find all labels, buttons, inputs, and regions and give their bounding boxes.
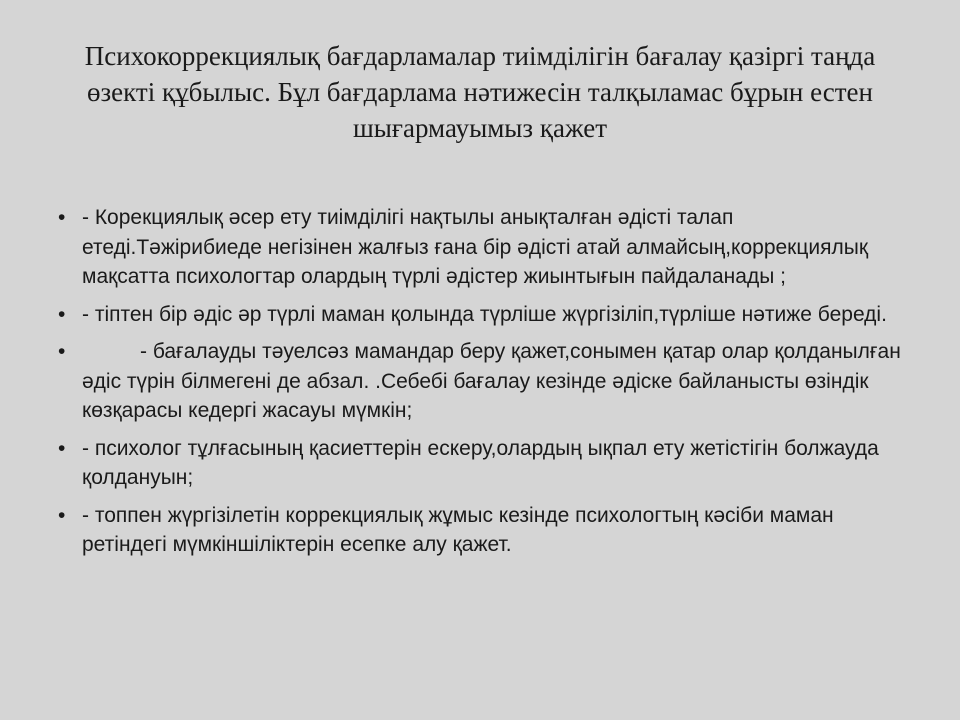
bullet-dot-icon: • bbox=[58, 436, 66, 460]
bullet-text: - топпен жүргізілетін коррекциялық жұмыс кезінде психологтың кәсіби маман ретіндегі мүмкіншіліктерін есепке алу қажет. bbox=[82, 503, 834, 556]
bullet-text: - психолог тұлғасының қасиеттерін ескеру,олардың ықпал ету жетістігін болжауда қолдануын; bbox=[82, 436, 879, 489]
bullet-dot-icon: • bbox=[58, 206, 66, 229]
bullet-text: - Корекциялық әсер ету тиімділігі нақтылы анықталған әдісті талап етеді.Тәжірибиеде негізінен жалғыз ғана бір әдісті атай алмайсың,коррекциялық мақсатта психологтар олардың түрлі әдістер жиынтығын пайдаланады ; bbox=[82, 206, 869, 288]
slide-title: Психокоррекциялық бағдарламалар тиімділігін бағалау қазіргі таңда өзекті құбылыс. Бұл бағдарлама нәтижесін талқыламас бұрын естен шығармауымыз қажет bbox=[84, 41, 876, 143]
bullet-item bbox=[58, 300, 908, 330]
bullet-item bbox=[58, 434, 908, 493]
bullet-dot-icon: • bbox=[58, 340, 66, 363]
bullet-dot-icon: • bbox=[58, 503, 66, 527]
bullet-list bbox=[58, 203, 908, 568]
bullet-text: - бағалауды тәуелсәз мамандар беру қажет,сонымен қатар олар қолданылған әдіс түрін білмегені де абзал. .Себебі бағалау кезінде әдіске байланысты өзіндік көзқарасы кедергі жасауы мүмкін; bbox=[82, 340, 901, 422]
bullet-item bbox=[58, 501, 908, 560]
bullet-text: - тіптен бір әдіс әр түрлі маман қолында түрліше жүргізіліп,түрліше нәтиже береді. bbox=[82, 302, 887, 326]
bullet-dot-icon: • bbox=[58, 302, 66, 326]
bullet-item bbox=[58, 203, 908, 292]
bullet-item bbox=[58, 337, 908, 426]
